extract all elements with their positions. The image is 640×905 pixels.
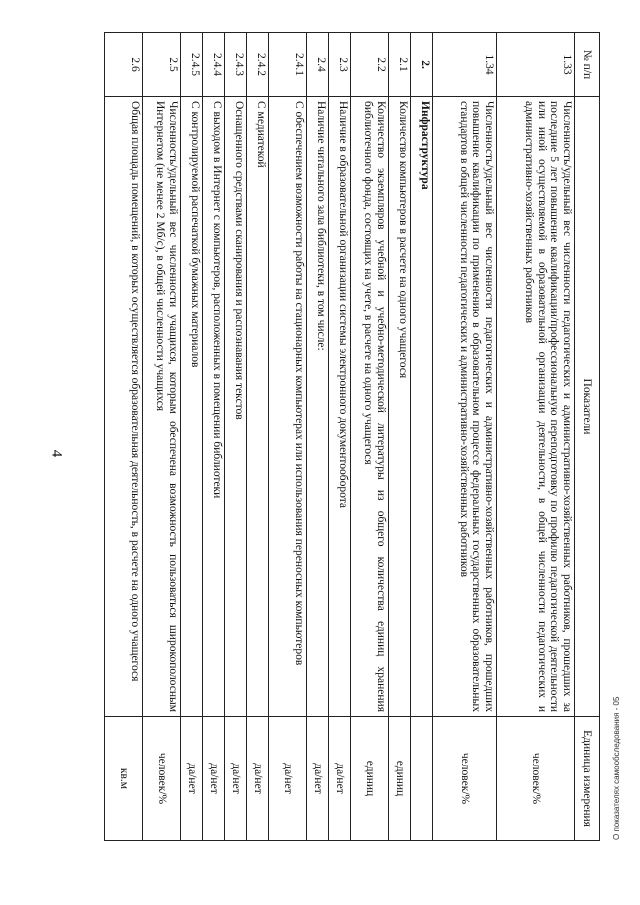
row-num: 2.1 (389, 33, 411, 97)
row-unit: да/нет (181, 717, 203, 841)
row-indicator: Количество компьютеров в расчете на одного учащегося (389, 97, 411, 717)
table-row (269, 33, 307, 841)
row-unit: человек/% (143, 717, 181, 841)
table-row (389, 33, 411, 841)
row-unit: да/нет (203, 717, 225, 841)
page-number: 4 (48, 449, 65, 458)
row-indicator: Общая площадь помещений, в которых осуществляется образовательная деятельность, в расчете на одного учащегося (105, 97, 143, 717)
table-row (247, 33, 269, 841)
row-indicator: Наличие в образовательной организации системы электронного документооборота (329, 97, 351, 717)
row-unit: единиц (389, 717, 411, 841)
row-num: 2.4.1 (269, 33, 307, 97)
table-section-row (411, 33, 433, 841)
row-unit: да/нет (247, 717, 269, 841)
table-row (351, 33, 389, 841)
row-num: 2.3 (329, 33, 351, 97)
row-indicator: Инфраструктура (411, 97, 433, 717)
row-num: 2.6 (105, 33, 143, 97)
indicators-table (104, 32, 600, 841)
table-row (433, 33, 497, 841)
table-row (307, 33, 329, 841)
row-indicator: С контролируемой распечаткой бумажных материалов (181, 97, 203, 717)
table-row (329, 33, 351, 841)
row-num: 2.4.3 (225, 33, 247, 97)
row-indicator: Оснащенного средствами сканирования и распознавания текстов (225, 97, 247, 717)
row-indicator: С выходом в Интернет с компьютеров, расположенных в помещении библиотеки (203, 97, 225, 717)
row-indicator: Численность/удельный вес численности педагогических и административно-хозяйственных работников, прошедших за последние 5 лет повышение квалификации/профессиональную переподготовку по профилю педагогической деятельности или иной осуществляемой в образовательной организации деятельности, в общей численности педагогических и административно-хозяйственных работников (497, 97, 575, 717)
row-num: 2.5 (143, 33, 181, 97)
row-num: 1.34 (433, 33, 497, 97)
row-indicator: Количество экземпляров учебной и учебно-методической литературы из общего количества единиц хранения библиотечного фонда, состоящих на учете, в расчете на одного учащегося (351, 97, 389, 717)
table-row (181, 33, 203, 841)
row-num: 2.4 (307, 33, 329, 97)
row-indicator: С обеспечением возможности работы на стационарных компьютерах или использования переносных компьютеров (269, 97, 307, 717)
row-unit: единиц (351, 717, 389, 841)
row-unit: человек/% (433, 717, 497, 841)
header-num: № п/п (575, 33, 600, 97)
table-row (143, 33, 181, 841)
row-indicator: Наличие читального зала библиотеки, в том числе: (307, 97, 329, 717)
header-indicator: Показатели (575, 97, 600, 717)
indicators-table-wrapper (104, 32, 600, 840)
row-num: 2.4.2 (247, 33, 269, 97)
row-num: 2.4.4 (203, 33, 225, 97)
row-unit: да/нет (225, 717, 247, 841)
row-indicator: Численность/удельный вес численности учащихся, которым обеспечена возможность пользоваться широкополосным Интернетом (не менее 2 Мб/с), в общей численности учащихся (143, 97, 181, 717)
table-row (203, 33, 225, 841)
row-num: 2. (411, 33, 433, 97)
row-num: 2.2 (351, 33, 389, 97)
table-header-row (575, 33, 600, 841)
row-indicator: С медиатекой (247, 97, 269, 717)
row-unit (411, 717, 433, 841)
row-unit: да/нет (269, 717, 307, 841)
footer-text: О показателях самообследования - 05 (612, 696, 621, 840)
row-unit: кв.м (105, 717, 143, 841)
row-num: 1.33 (497, 33, 575, 97)
row-num: 2.4.5 (181, 33, 203, 97)
table-row (497, 33, 575, 841)
row-unit: да/нет (307, 717, 329, 841)
row-unit: да/нет (329, 717, 351, 841)
row-unit: человек/% (497, 717, 575, 841)
table-row (105, 33, 143, 841)
row-indicator: Численность/удельный вес численности педагогических и административно-хозяйственных работников, прошедших повышение квалификации по применению в образовательном процессе федеральных государственных образовательных стандартов в общей численности педагогических и административно-хозяйственных работников (433, 97, 497, 717)
table-row (225, 33, 247, 841)
header-unit: Единица измерения (575, 717, 600, 841)
